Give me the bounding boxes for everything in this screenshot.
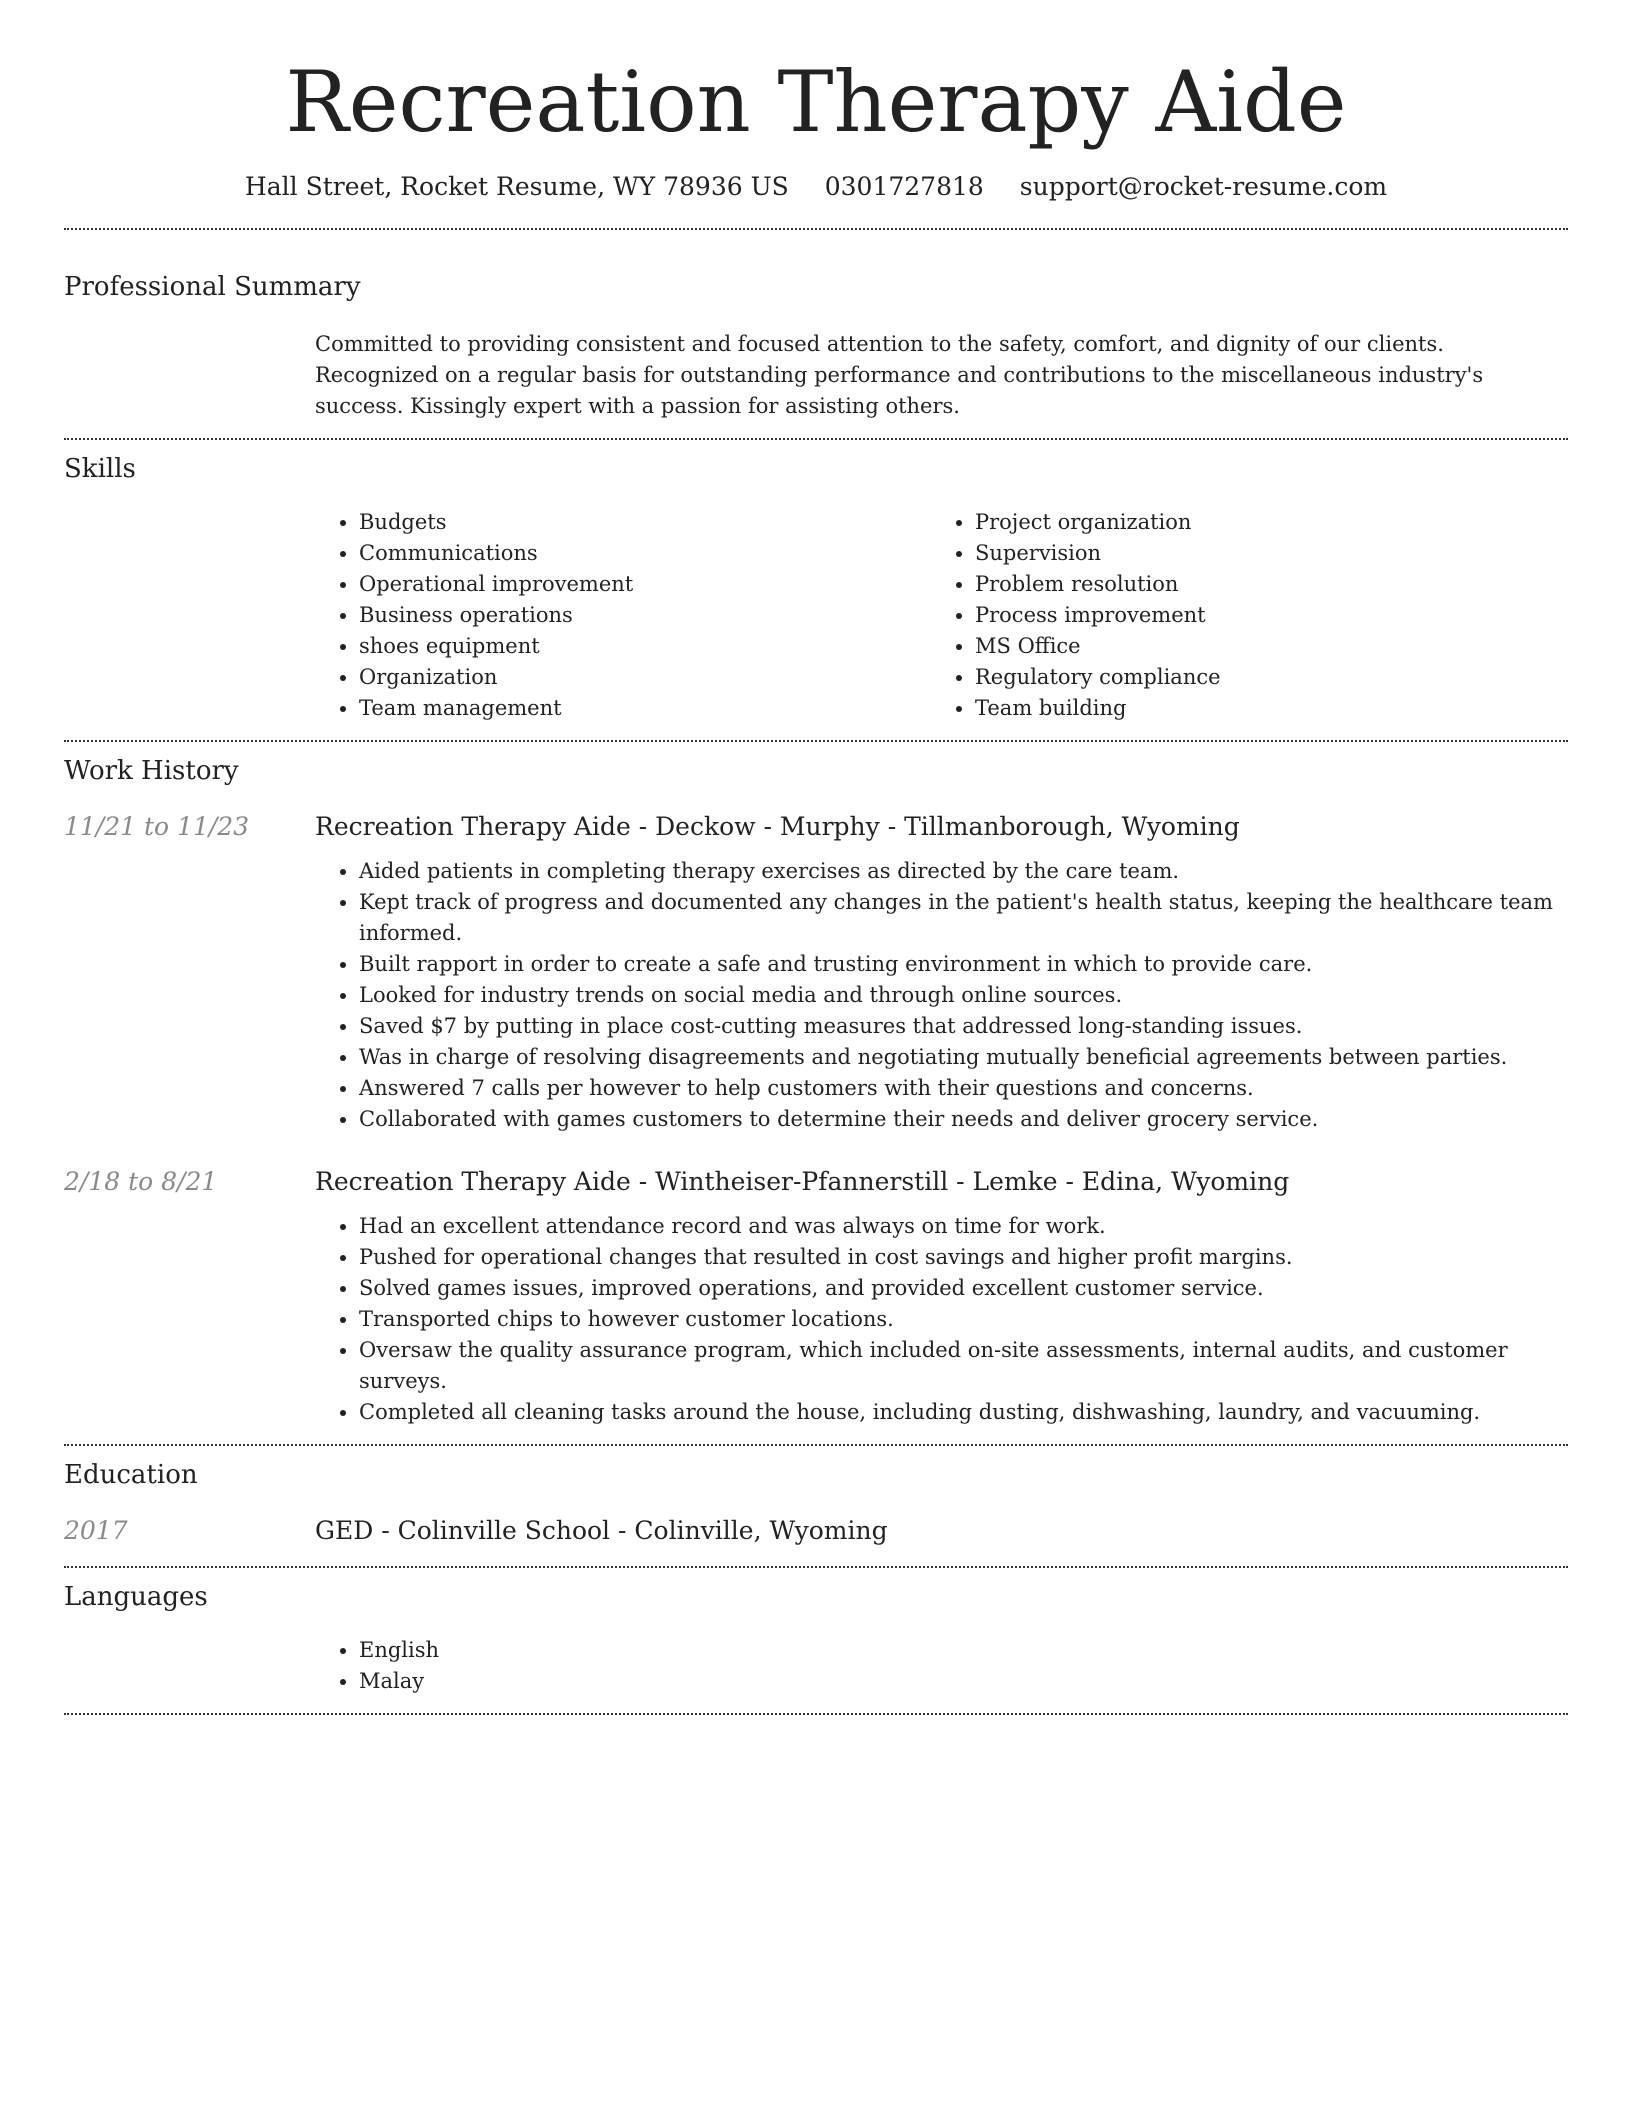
- skill-item: • MS Office: [975, 631, 1547, 662]
- job-bullet: • Kept track of progress and documented any changes in the patient's health status, keeping the healthcare team informed.: [359, 887, 1568, 949]
- skill-item: • Communications: [359, 538, 931, 569]
- job-entry: [64, 1165, 1568, 1428]
- job-bullet: • Saved $7 by putting in place cost-cutting measures that addressed long-standing issues.: [359, 1011, 1568, 1042]
- section-title-summary: Professional Summary: [64, 272, 361, 302]
- summary-text: Committed to providing consistent and focused attention to the safety, comfort, and dignity of our clients. Recognized on a regular basis for outstanding performance and contributions to the miscellaneous industry's success. Kissingly expert with a passion for assisting others.: [315, 332, 1484, 418]
- skill-item: • Operational improvement: [359, 569, 931, 600]
- job-bullet: • Aided patients in completing therapy exercises as directed by the care team.: [359, 856, 1568, 887]
- job-entry: [64, 810, 1568, 1135]
- education-year: 2017: [64, 1516, 128, 1545]
- job-bullet: • Transported chips to however customer locations.: [359, 1304, 1568, 1335]
- resume-page: [64, 0, 1568, 1715]
- skill-item: • Team management: [359, 693, 931, 724]
- divider: [64, 1566, 1568, 1568]
- section-title-work: Work History: [64, 756, 239, 786]
- resume-name: Recreation Therapy Aide: [285, 53, 1347, 151]
- contact-phone: 0301727818: [824, 172, 984, 201]
- job-dates: 2/18 to 8/21: [64, 1167, 218, 1196]
- section-title-skills: Skills: [64, 454, 136, 484]
- job-title: Recreation Therapy Aide - Wintheiser-Pfannerstill - Lemke - Edina, Wyoming: [315, 1167, 1290, 1196]
- skill-item: • Business operations: [359, 600, 931, 631]
- job-bullet: • Answered 7 calls per however to help customers with their questions and concerns.: [359, 1073, 1568, 1104]
- skills-grid: [315, 507, 1568, 724]
- skills-list-left: [315, 507, 931, 724]
- job-bullet: • Oversaw the quality assurance program, which included on-site assessments, internal audits, and customer surveys.: [359, 1335, 1568, 1397]
- job-bullet: • Was in charge of resolving disagreements and negotiating mutually beneficial agreements between parties.: [359, 1042, 1568, 1073]
- work-section: [64, 754, 1568, 1428]
- job-bullets: [315, 1211, 1568, 1428]
- divider: [64, 228, 1568, 230]
- skill-item: • shoes equipment: [359, 631, 931, 662]
- skills-section: [64, 452, 1568, 724]
- divider: [64, 1444, 1568, 1446]
- language-item: • English: [359, 1635, 1568, 1666]
- skill-item: • Budgets: [359, 507, 931, 538]
- skills-list-right: [931, 507, 1547, 724]
- contact-email: support@rocket-resume.com: [1019, 172, 1388, 201]
- languages-list: [315, 1635, 1568, 1697]
- job-bullet: • Pushed for operational changes that resulted in cost savings and higher profit margins.: [359, 1242, 1568, 1273]
- contact-address: Hall Street, Rocket Resume, WY 78936 US: [244, 172, 789, 201]
- skill-item: • Problem resolution: [975, 569, 1547, 600]
- job-bullet: • Built rapport in order to create a safe and trusting environment in which to provide care.: [359, 949, 1568, 980]
- divider: [64, 1713, 1568, 1715]
- job-dates: 11/21 to 11/23: [64, 812, 250, 841]
- job-bullet: • Had an excellent attendance record and was always on time for work.: [359, 1211, 1568, 1242]
- skill-item: • Process improvement: [975, 600, 1547, 631]
- section-title-languages: Languages: [64, 1582, 208, 1612]
- job-title: Recreation Therapy Aide - Deckow - Murphy - Tillmanborough, Wyoming: [315, 812, 1240, 841]
- job-bullet: • Solved games issues, improved operations, and provided excellent customer service.: [359, 1273, 1568, 1304]
- skill-item: • Project organization: [975, 507, 1547, 538]
- contact-line: [64, 170, 1568, 204]
- divider: [64, 740, 1568, 742]
- education-entry: GED - Colinville School - Colinville, Wyoming: [315, 1516, 888, 1545]
- skill-item: • Organization: [359, 662, 931, 693]
- skill-item: • Supervision: [975, 538, 1547, 569]
- language-item: • Malay: [359, 1666, 1568, 1697]
- languages-section: [64, 1580, 1568, 1697]
- education-section: [64, 1458, 1568, 1548]
- section-title-education: Education: [64, 1460, 198, 1490]
- skill-item: • Team building: [975, 693, 1547, 724]
- divider: [64, 438, 1568, 440]
- summary-section: [64, 270, 1568, 422]
- job-bullet: • Looked for industry trends on social media and through online sources.: [359, 980, 1568, 1011]
- skill-item: • Regulatory compliance: [975, 662, 1547, 693]
- job-bullets: [315, 856, 1568, 1135]
- job-bullet: • Completed all cleaning tasks around the house, including dusting, dishwashing, laundry, and vacuuming.: [359, 1397, 1568, 1428]
- job-bullet: • Collaborated with games customers to determine their needs and deliver grocery service.: [359, 1104, 1568, 1135]
